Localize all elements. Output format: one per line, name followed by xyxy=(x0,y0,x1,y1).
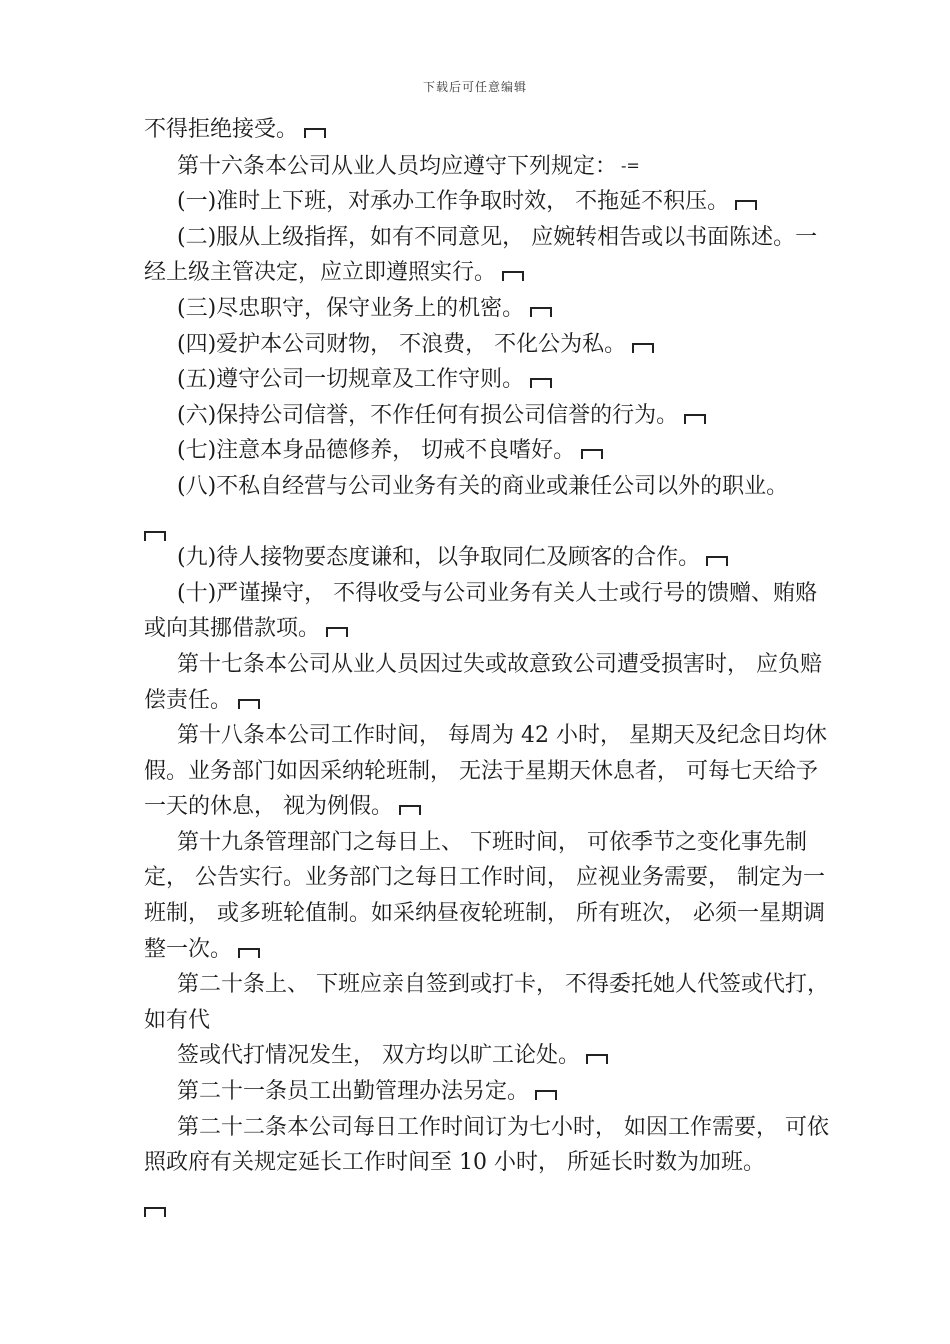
paragraph-mark-icon xyxy=(535,1090,557,1100)
paragraph: (十)严谨操守， 不得收受与公司业务有关人士或行号的馈赠、贿赂或向其挪借款项。 xyxy=(144,580,818,642)
paragraph-mark-icon xyxy=(144,531,166,541)
paragraph: 第二十一条员工出勤管理办法另定。 xyxy=(144,1074,834,1110)
paragraph-mark-icon xyxy=(530,307,552,317)
paragraph-mark-icon xyxy=(735,200,757,210)
paragraph-mark-icon xyxy=(238,948,260,958)
paragraph-mark-icon xyxy=(684,414,706,424)
paragraph: 第十六条本公司从业人员均应遵守下列规定： -= xyxy=(177,153,640,179)
paragraph: 签或代打情况发生， 双方均以旷工论处。 xyxy=(144,1038,834,1074)
paragraph-mark-icon xyxy=(581,449,603,459)
paragraph-mark-icon xyxy=(632,343,654,353)
paragraph: (五)遵守公司一切规章及工作守则。 xyxy=(144,362,834,398)
paragraph: (四)爱护本公司财物， 不浪费， 不化公为私。 xyxy=(144,327,834,363)
paragraph: 不得拒绝接受。 xyxy=(144,112,834,148)
paragraph-mark-icon xyxy=(144,1207,166,1217)
paragraph-mark-icon xyxy=(706,556,728,566)
paragraph: (一)准时上下班，对承办工作争取时效， 不拖延不积压。 xyxy=(144,184,834,220)
paragraph-mark-icon xyxy=(326,627,348,637)
paragraph-mark-icon xyxy=(399,805,421,815)
page-header: 下载后可任意编辑 xyxy=(422,80,527,94)
paragraph: (三)尽忠职守，保守业务上的机密。 xyxy=(144,291,834,327)
paragraph-mark-icon xyxy=(304,128,326,138)
paragraph: 第十八条本公司工作时间， 每周为 42 小时， 星期天及纪念日均休假。业务部门如因采纳轮班制， 无法于星期天休息者， 可每七天给予一天的休息， 视为例假。 xyxy=(144,723,827,820)
paragraph: 第十九条管理部门之每日上、 下班时间， 可依季节之变化事先制定， 公告实行。业务部门之每日工作时间， 应视业务需要， 制定为一班制， 或多班轮值制。如采纳昼夜轮班制， 所有班次， 必须一星期调整一次。 xyxy=(144,829,825,962)
paragraph: (八)不私自经营与公司业务有关的商业或兼任公司以外的职业。 xyxy=(144,469,834,540)
equals-mark: -= xyxy=(621,155,640,175)
document-body xyxy=(144,112,834,1216)
paragraph-mark-icon xyxy=(586,1054,608,1064)
paragraph-mark-icon xyxy=(530,378,552,388)
paragraph: (二)服从上级指挥，如有不同意见， 应婉转相告或以书面陈述。一经上级主管决定，应立即遵照实行。 xyxy=(144,224,818,286)
paragraph: 第十七条本公司从业人员因过失或故意致公司遭受损害时， 应负赔偿责任。 xyxy=(144,651,822,713)
paragraph: (九)待人接物要态度谦和，以争取同仁及顾客的合作。 xyxy=(144,540,834,576)
paragraph-mark-icon xyxy=(238,699,260,709)
paragraph-mark-icon xyxy=(502,271,524,281)
paragraph: (七)注意本身品德修养， 切戒不良嗜好。 xyxy=(144,433,834,469)
paragraph: 第二十二条本公司每日工作时间订为七小时， 如因工作需要， 可依照政府有关规定延长工作时间至 10 小时， 所延长时数为加班。 xyxy=(144,1110,834,1217)
paragraph: 第二十条上、 下班应亲自签到或打卡， 不得委托她人代签或代打， 如有代 xyxy=(144,972,829,1033)
paragraph: (六)保持公司信誉，不作任何有损公司信誉的行为。 xyxy=(144,398,834,434)
